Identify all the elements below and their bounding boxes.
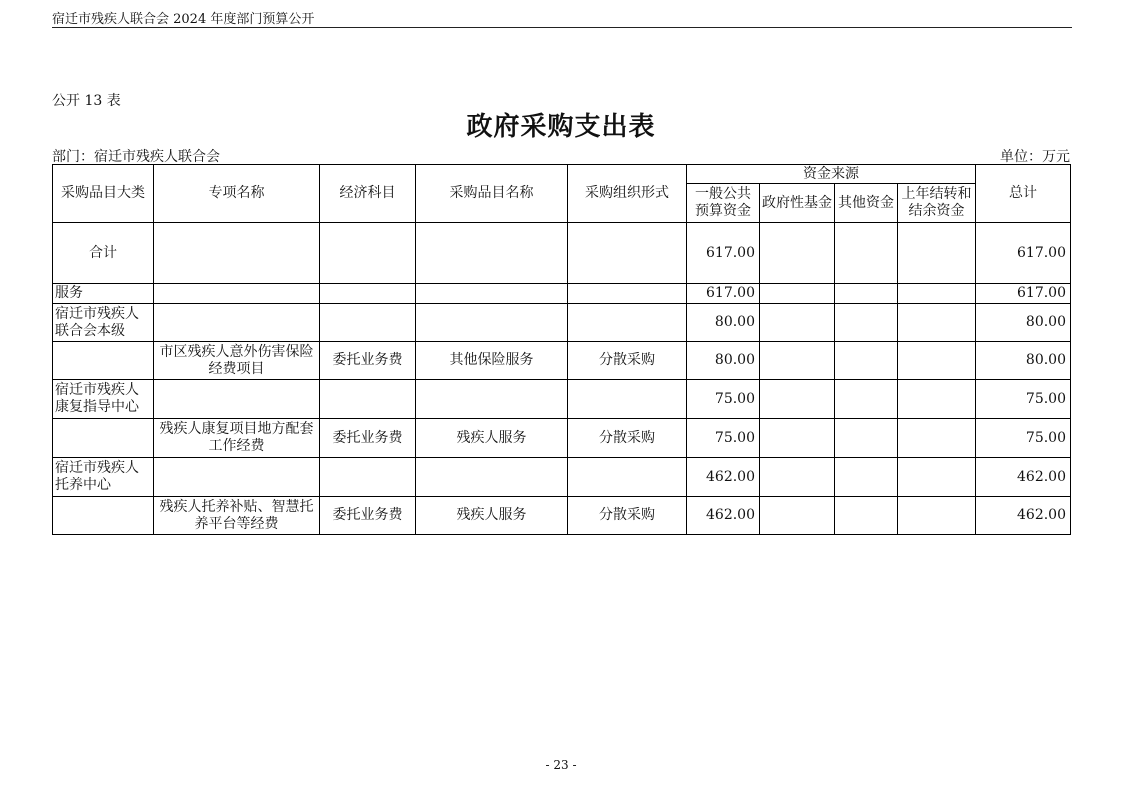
col-header-economic: 经济科目 xyxy=(320,165,416,223)
cell-economic: 委托业务费 xyxy=(320,342,416,380)
cell-gov-fund xyxy=(760,304,835,342)
col-header-total: 总计 xyxy=(976,165,1071,223)
cell-category: 宿迁市残疾人联合会本级 xyxy=(53,304,154,342)
cell-carryover xyxy=(898,419,976,458)
department-label: 部门：宿迁市残疾人联合会 xyxy=(52,149,220,165)
cell-org-form xyxy=(568,380,687,419)
col-header-general-budget: 一般公共预算资金 xyxy=(687,184,760,223)
cell-other-fund xyxy=(835,497,898,535)
cell-economic xyxy=(320,380,416,419)
cell-total: 617.00 xyxy=(976,284,1071,304)
cell-category: 宿迁市残疾人托养中心 xyxy=(53,458,154,497)
cell-general-budget: 462.00 xyxy=(687,458,760,497)
cell-other-fund xyxy=(835,223,898,284)
cell-other-fund xyxy=(835,342,898,380)
cell-project xyxy=(154,304,320,342)
cell-carryover xyxy=(898,223,976,284)
cell-category xyxy=(53,497,154,535)
col-header-org-form: 采购组织形式 xyxy=(568,165,687,223)
cell-project: 市区残疾人意外伤害保险经费项目 xyxy=(154,342,320,380)
cell-project: 残疾人托养补贴、智慧托养平台等经费 xyxy=(154,497,320,535)
cell-item-name xyxy=(416,304,568,342)
col-header-category: 采购品目大类 xyxy=(53,165,154,223)
cell-item-name xyxy=(416,284,568,304)
cell-gov-fund xyxy=(760,458,835,497)
cell-economic xyxy=(320,458,416,497)
cell-gov-fund xyxy=(760,380,835,419)
table-row xyxy=(53,342,1071,380)
cell-item-name xyxy=(416,458,568,497)
table-row xyxy=(53,304,1071,342)
cell-org-form xyxy=(568,223,687,284)
table-row xyxy=(53,458,1071,497)
cell-economic xyxy=(320,223,416,284)
col-header-carryover: 上年结转和结余资金 xyxy=(898,184,976,223)
cell-general-budget: 75.00 xyxy=(687,380,760,419)
cell-total: 617.00 xyxy=(976,223,1071,284)
cell-carryover xyxy=(898,284,976,304)
cell-carryover xyxy=(898,497,976,535)
cell-project: 残疾人康复项目地方配套工作经费 xyxy=(154,419,320,458)
cell-org-form: 分散采购 xyxy=(568,497,687,535)
page-number: - 23 - xyxy=(545,758,577,772)
running-header: 宿迁市残疾人联合会 2024 年度部门预算公开 xyxy=(52,12,315,27)
cell-economic: 委托业务费 xyxy=(320,497,416,535)
cell-org-form: 分散采购 xyxy=(568,419,687,458)
table-row xyxy=(53,419,1071,458)
cell-category: 服务 xyxy=(53,284,154,304)
procurement-table xyxy=(52,164,1071,535)
cell-carryover xyxy=(898,380,976,419)
cell-item-name: 残疾人服务 xyxy=(416,419,568,458)
cell-item-name xyxy=(416,380,568,419)
cell-item-name: 其他保险服务 xyxy=(416,342,568,380)
table-number: 公开 13 表 xyxy=(52,93,121,109)
cell-other-fund xyxy=(835,380,898,419)
cell-org-form xyxy=(568,304,687,342)
cell-general-budget: 617.00 xyxy=(687,223,760,284)
cell-general-budget: 75.00 xyxy=(687,419,760,458)
cell-category: 宿迁市残疾人康复指导中心 xyxy=(53,380,154,419)
cell-carryover xyxy=(898,458,976,497)
cell-general-budget: 617.00 xyxy=(687,284,760,304)
cell-total: 80.00 xyxy=(976,304,1071,342)
cell-general-budget: 80.00 xyxy=(687,342,760,380)
col-header-other-fund: 其他资金 xyxy=(835,184,898,223)
header-rule xyxy=(52,27,1072,28)
cell-org-form: 分散采购 xyxy=(568,342,687,380)
cell-other-fund xyxy=(835,419,898,458)
cell-org-form xyxy=(568,284,687,304)
cell-gov-fund xyxy=(760,342,835,380)
col-header-gov-fund: 政府性基金 xyxy=(760,184,835,223)
cell-total: 80.00 xyxy=(976,342,1071,380)
cell-carryover xyxy=(898,304,976,342)
cell-org-form xyxy=(568,458,687,497)
page-title: 政府采购支出表 xyxy=(466,112,656,142)
cell-category: 合计 xyxy=(53,223,154,284)
cell-category xyxy=(53,342,154,380)
cell-gov-fund xyxy=(760,497,835,535)
col-header-fund-source: 资金来源 xyxy=(687,165,976,184)
cell-economic xyxy=(320,284,416,304)
cell-total: 75.00 xyxy=(976,419,1071,458)
table-row xyxy=(53,380,1071,419)
cell-project xyxy=(154,380,320,419)
cell-gov-fund xyxy=(760,223,835,284)
cell-economic: 委托业务费 xyxy=(320,419,416,458)
cell-economic xyxy=(320,304,416,342)
cell-other-fund xyxy=(835,304,898,342)
table-row xyxy=(53,497,1071,535)
col-header-project: 专项名称 xyxy=(154,165,320,223)
cell-project xyxy=(154,284,320,304)
table-row xyxy=(53,284,1071,304)
cell-gov-fund xyxy=(760,419,835,458)
cell-other-fund xyxy=(835,284,898,304)
cell-category xyxy=(53,419,154,458)
cell-total: 462.00 xyxy=(976,458,1071,497)
unit-label: 单位：万元 xyxy=(1000,149,1070,165)
col-header-item-name: 采购品目名称 xyxy=(416,165,568,223)
cell-total: 75.00 xyxy=(976,380,1071,419)
cell-item-name xyxy=(416,223,568,284)
cell-gov-fund xyxy=(760,284,835,304)
cell-project xyxy=(154,458,320,497)
cell-total: 462.00 xyxy=(976,497,1071,535)
cell-general-budget: 80.00 xyxy=(687,304,760,342)
cell-carryover xyxy=(898,342,976,380)
cell-other-fund xyxy=(835,458,898,497)
cell-item-name: 残疾人服务 xyxy=(416,497,568,535)
cell-project xyxy=(154,223,320,284)
table-row xyxy=(53,223,1071,284)
cell-general-budget: 462.00 xyxy=(687,497,760,535)
